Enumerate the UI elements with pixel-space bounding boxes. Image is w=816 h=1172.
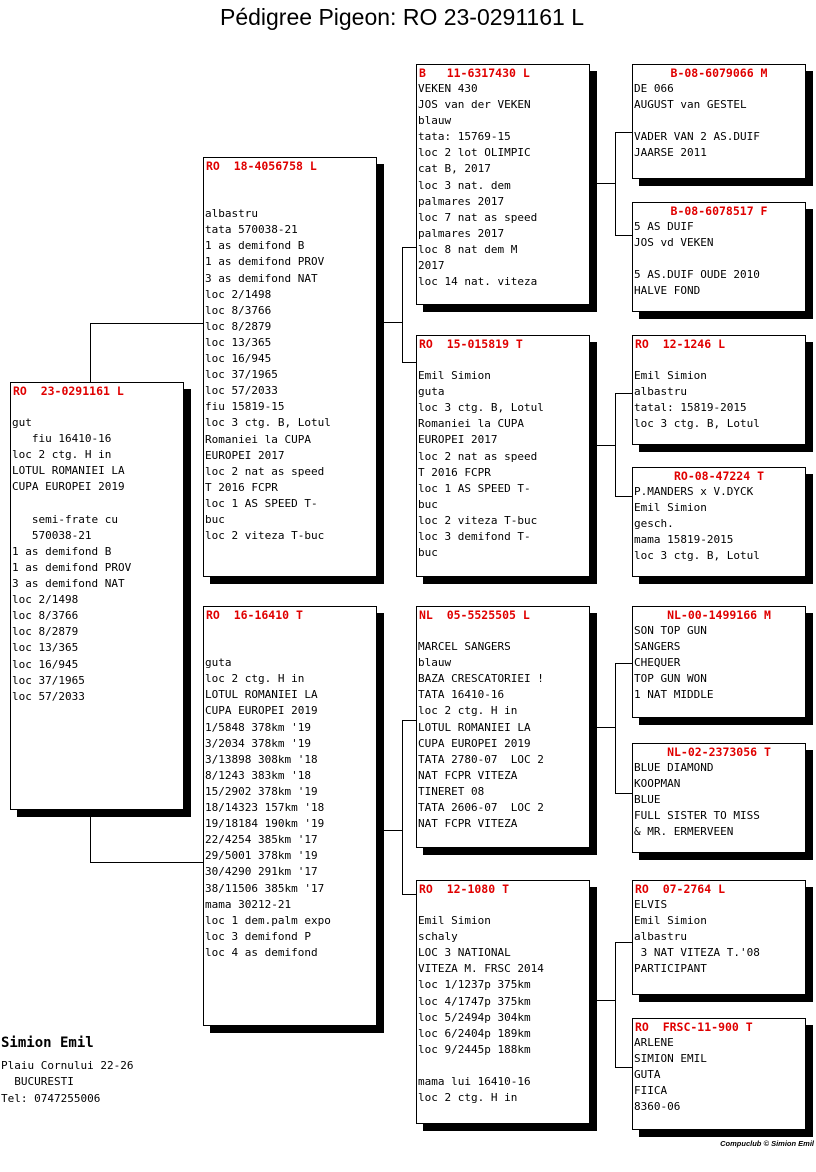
dam-sire-card bbox=[416, 606, 590, 848]
connector-line bbox=[402, 247, 403, 363]
dam-dam-card bbox=[416, 880, 590, 1124]
sire-dam-card bbox=[416, 335, 590, 577]
ring-number: RO 18-4056758 L bbox=[206, 159, 317, 173]
subject-pigeon-card bbox=[10, 382, 184, 810]
great-grandparent-card bbox=[632, 64, 806, 179]
connector-line bbox=[90, 810, 91, 863]
connector-line bbox=[590, 727, 615, 728]
great-grandparent-card bbox=[632, 1018, 806, 1130]
great-grandparent-card bbox=[632, 743, 806, 853]
connector-line bbox=[402, 720, 403, 895]
pigeon-details: BLUE DIAMOND KOOPMAN BLUE FULL SISTER TO MISS & MR. ERMERVEEN bbox=[634, 761, 760, 839]
connector-line bbox=[615, 663, 632, 664]
connector-line bbox=[90, 323, 204, 324]
connector-line bbox=[90, 323, 91, 383]
pigeon-details: guta loc 2 ctg. H in LOTUL ROMANIEI LA CUPA EUROPEI 2019 1/5848 378km '19 3/2034 378km '19 3/13898 308km '18 8/1243 383km '18 15/2902 378km '19 18/14323 157km '18 19/18184 190km '19 22/4254 385km '17 29/5001 378km '19 30/4290 291km '17 38/11506 385km '17 mama 30212-21 loc 1 dem.palm expo loc 3 demifond P loc 4 as demifond bbox=[205, 656, 331, 959]
ring-number: RO 16-16410 T bbox=[206, 608, 303, 622]
ring-number: B-08-6079066 M bbox=[670, 66, 768, 80]
connector-line bbox=[590, 1000, 615, 1001]
connector-line bbox=[615, 132, 616, 236]
great-grandparent-card bbox=[632, 880, 806, 995]
ring-number: B-08-6078517 F bbox=[670, 204, 768, 218]
breeder-address: Plaiu Cornului 22-26 bbox=[1, 1059, 134, 1072]
sire-card bbox=[203, 157, 377, 577]
connector-line bbox=[402, 247, 416, 248]
great-grandparent-card bbox=[632, 335, 806, 445]
pigeon-details: gut fiu 16410-16 loc 2 ctg. H in LOTUL ROMANIEI LA CUPA EUROPEI 2019 semi-frate cu 570038-21 1 as demifond B 1 as demifond PROV 3 as demifond NAT loc 2/1498 loc 8/3766 loc 8/2879 loc 13/365 loc 16/945 loc 37/1965 loc 57/2033 bbox=[12, 416, 132, 703]
page-title: Pédigree Pigeon: RO 23-0291161 L bbox=[219, 4, 584, 30]
sire-sire-card bbox=[416, 64, 590, 305]
pigeon-details: DE 066 AUGUST van GESTEL VADER VAN 2 AS.DUIF JAARSE 2011 bbox=[634, 82, 760, 160]
ring-number: RO 15-015819 T bbox=[419, 337, 523, 351]
ring-number: RO FRSC-11-900 T bbox=[635, 1020, 753, 1034]
connector-line bbox=[590, 445, 615, 446]
pigeon-details: Emil Simion guta loc 3 ctg. B, Lotul Romaniei la CUPA EUROPEI 2017 loc 2 nat as speed T 2016 FCPR loc 1 AS SPEED T- buc loc 2 viteza T-buc loc 3 demifond T- buc bbox=[418, 369, 544, 560]
ring-number: RO 23-0291161 L bbox=[13, 384, 124, 398]
great-grandparent-card bbox=[632, 467, 806, 577]
pigeon-details: MARCEL SANGERS blauw BAZA CRESCATORIEI ! TATA 16410-16 loc 2 ctg. H in LOTUL ROMANIEI LA CUPA EUROPEI 2019 TATA 2780-07 LOC 2 NAT FCPR VITEZA TINERET 08 TATA 2606-07 LOC 2 NAT FCPR VITEZA bbox=[418, 640, 544, 831]
breeder-name: Simion Emil bbox=[1, 1035, 94, 1051]
ring-number: NL-00-1499166 M bbox=[667, 608, 771, 622]
connector-line bbox=[615, 132, 632, 133]
pigeon-details: ELVIS Emil Simion albastru 3 NAT VITEZA T.'08 PARTICIPANT bbox=[634, 898, 760, 976]
dam-card bbox=[203, 606, 377, 1026]
connector-line bbox=[615, 235, 632, 236]
ring-number: RO 07-2764 L bbox=[635, 882, 726, 896]
ring-number: NL 05-5525505 L bbox=[419, 608, 530, 622]
pigeon-details: VEKEN 430 JOS van der VEKEN blauw tata: 15769-15 loc 2 lot OLIMPIC cat B, 2017 loc 3 nat. dem palmares 2017 loc 7 nat as speed palmares 2017 loc 8 nat dem M 2017 loc 14 nat. viteza bbox=[418, 82, 538, 289]
connector-line bbox=[90, 862, 204, 863]
pigeon-details: Emil Simion albastru tatal: 15819-2015 loc 3 ctg. B, Lotul bbox=[634, 369, 760, 431]
pigeon-details: Emil Simion schaly LOC 3 NATIONAL VITEZA M. FRSC 2014 loc 1/1237p 375km loc 4/1747p 375km loc 5/2494p 304km loc 6/2404p 189km loc 9/2445p 188km mama lui 16410-16 loc 2 ctg. H in bbox=[418, 914, 544, 1105]
breeder-city: BUCURESTI bbox=[1, 1075, 74, 1088]
ring-number: NL-02-2373056 T bbox=[667, 745, 771, 759]
connector-line bbox=[615, 393, 632, 394]
great-grandparent-card bbox=[632, 202, 806, 312]
connector-line bbox=[615, 1067, 632, 1068]
pigeon-details: ARLENE SIMION EMIL GUTA FIICA 8360-06 bbox=[634, 1036, 707, 1114]
connector-line bbox=[402, 720, 416, 721]
connector-line bbox=[377, 322, 402, 323]
pigeon-details: albastru tata 570038-21 1 as demifond B 1 as demifond PROV 3 as demifond NAT loc 2/1498 loc 8/3766 loc 8/2879 loc 13/365 loc 16/945 loc 37/1965 loc 57/2033 fiu 15819-15 loc 3 ctg. B, Lotul Romaniei la CUPA EUROPEI 2017 loc 2 nat as speed T 2016 FCPR loc 1 AS SPEED T- buc loc 2 viteza T-buc bbox=[205, 207, 331, 543]
ring-number: RO 12-1246 L bbox=[635, 337, 726, 351]
connector-line bbox=[615, 393, 616, 497]
connector-line bbox=[377, 830, 402, 831]
connector-line bbox=[615, 496, 632, 497]
ring-number: RO-08-47224 T bbox=[673, 469, 764, 483]
great-grandparent-card bbox=[632, 606, 806, 718]
connector-line bbox=[402, 362, 416, 363]
connector-line bbox=[402, 894, 416, 895]
connector-line bbox=[615, 663, 616, 794]
footer-credit: Compuclub © Simion Emil bbox=[720, 1139, 814, 1148]
connector-line bbox=[615, 942, 616, 1068]
breeder-phone: Tel: 0747255006 bbox=[1, 1092, 101, 1105]
connector-line bbox=[615, 942, 632, 943]
pigeon-details: P.MANDERS x V.DYCK Emil Simion gesch. mama 15819-2015 loc 3 ctg. B, Lotul bbox=[634, 485, 760, 563]
ring-number: B 11-6317430 L bbox=[419, 66, 530, 80]
ring-number: RO 12-1080 T bbox=[419, 882, 510, 896]
pigeon-details: 5 AS DUIF JOS vd VEKEN 5 AS.DUIF OUDE 2010 HALVE FOND bbox=[634, 220, 760, 298]
pigeon-details: SON TOP GUN SANGERS CHEQUER TOP GUN WON 1 NAT MIDDLE bbox=[634, 624, 714, 702]
connector-line bbox=[590, 183, 615, 184]
connector-line bbox=[615, 793, 632, 794]
